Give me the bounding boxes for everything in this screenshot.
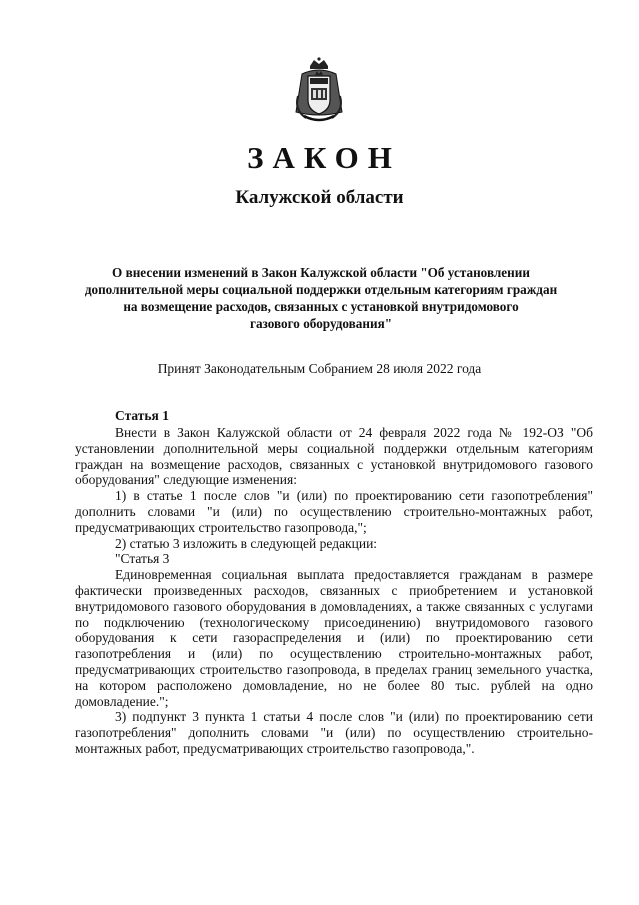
document-region: Калужской области <box>235 187 404 208</box>
law-name-line: на возмещение расходов, связанных с установкой внутридомового <box>123 299 519 314</box>
law-name-line: дополнительной меры социальной поддержки отдельным категориям граждан <box>84 282 558 297</box>
article-heading: Статья 1 <box>115 408 169 423</box>
article-paragraph: Внести в Закон Калужской области от 24 февраля 2022 года № 192-ОЗ "Об установлении дополнительной меры социальной поддержки отдельным категориям граждан на возмещение расходов, связанных с установкой внутридомового газового оборудования" следующие изменения: <box>75 425 593 488</box>
article-paragraph: 1) в статье 1 после слов "и (или) по проектированию сети газопотребления" дополнить словами "и (или) по осуществлению строительно-монтажных работ, предусматривающих строительство газопровода,"; <box>75 488 593 535</box>
article-paragraph: Единовременная социальная выплата предоставляется гражданам в размере фактически произведенных расходов, связанных с приобретением и установкой внутридомового газового оборудования в домовладениях, а также связанных с услугами по подключению (технологическому присоединению) внутридомового газового оборудования к сети газораспределения и (или) по проектированию сети газопотребления и (или) по осуществлению строительно-монтажных работ, предусматривающих строительство газопровода, в пределах границ земельного участка, на котором расположено домовладение, но не более 80 тыс. рублей на одно домовладение."; <box>75 567 593 709</box>
article-paragraph: "Статья 3 <box>115 551 170 567</box>
coat-of-arms-icon <box>288 56 350 124</box>
law-name-line: газового оборудования" <box>249 316 393 331</box>
law-name-line: О внесении изменений в Закон Калужской области "Об установлении <box>112 265 530 280</box>
article-paragraph: 2) статью 3 изложить в следующей редакции: <box>115 535 378 551</box>
adoption-date: Принят Законодательным Собранием 28 июля 2022 года <box>157 361 482 376</box>
article-paragraph: 3) подпункт 3 пункта 1 статьи 4 после слов "и (или) по проектированию сети газопотребления" дополнить словами "и (или) по осуществлению строительно-монтажных работ, предусматривающих строительство газопровода,". <box>75 709 593 756</box>
law-name <box>60 264 582 332</box>
article-body <box>75 425 593 757</box>
document-title: ЗАКОН <box>247 140 401 175</box>
